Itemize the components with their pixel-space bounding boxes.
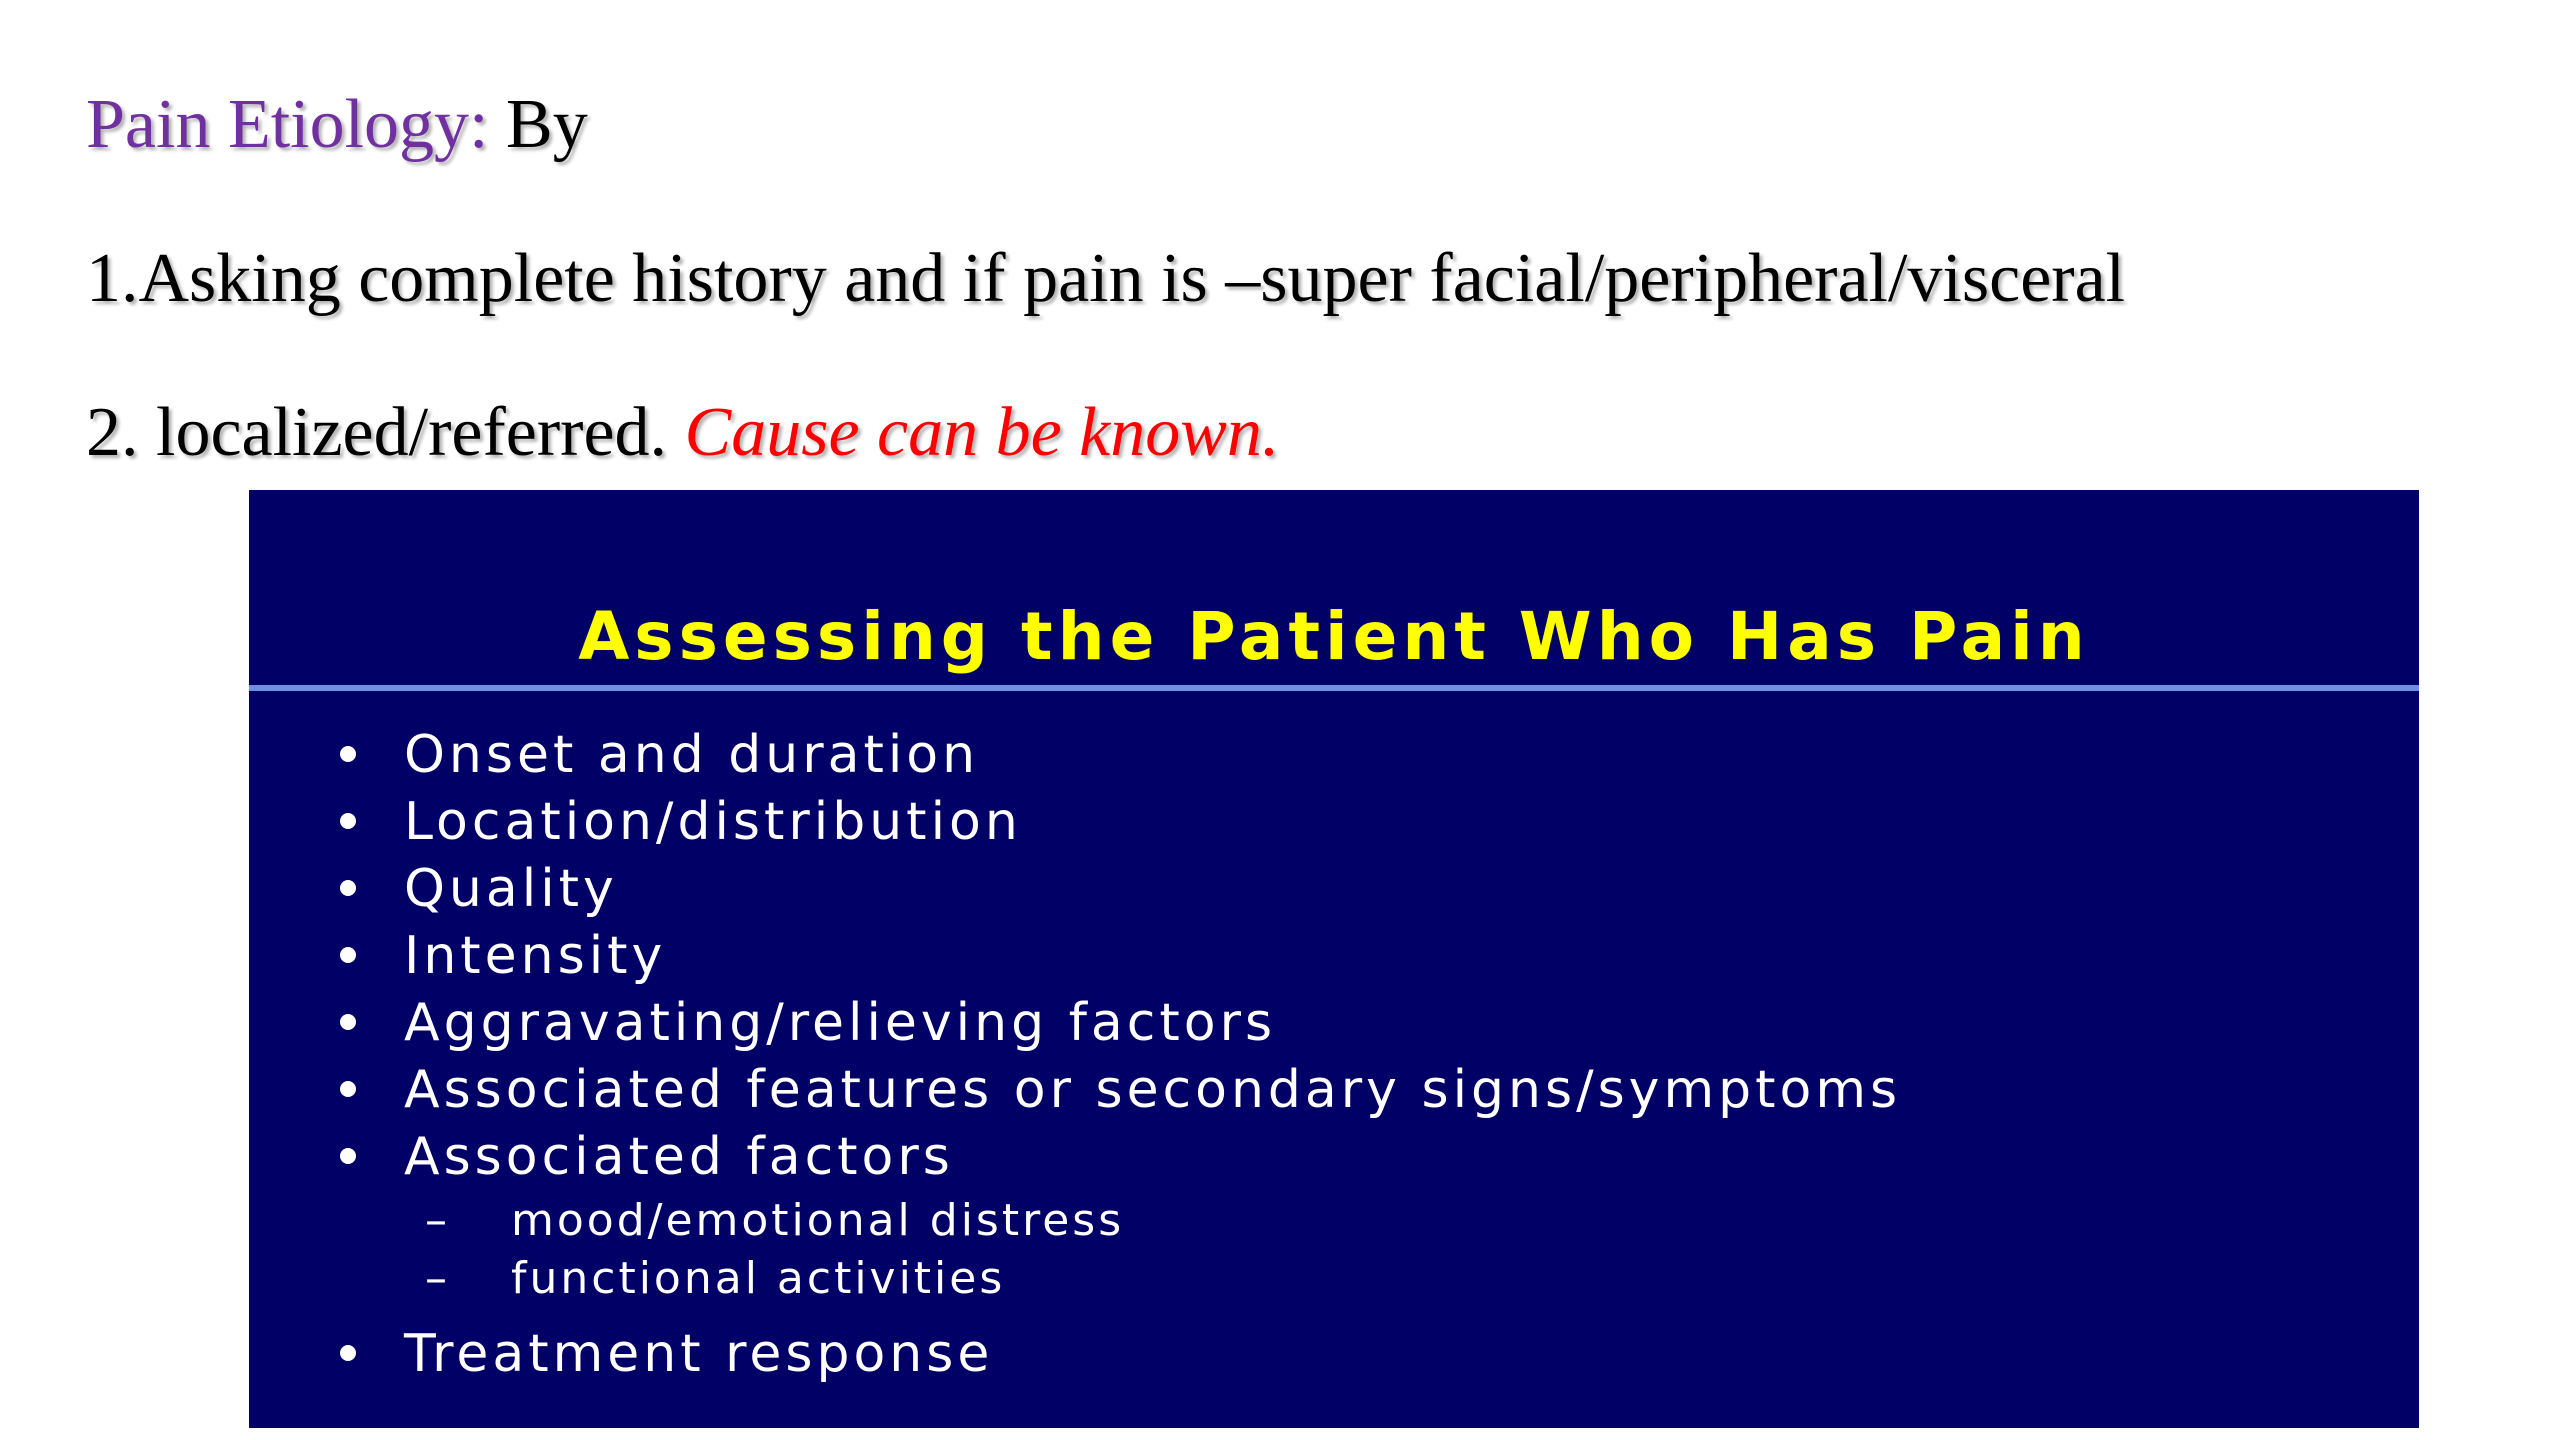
sub-list-item-label: mood/emotional distress bbox=[511, 1195, 1125, 1246]
panel-divider bbox=[249, 685, 2419, 691]
list-item-label: Associated features or secondary signs/symptoms bbox=[404, 1060, 1902, 1120]
list-item bbox=[249, 1061, 2419, 1128]
point-2 bbox=[86, 394, 1280, 471]
sub-list-item bbox=[249, 1195, 2419, 1253]
bullet-icon bbox=[340, 746, 356, 762]
bullet-icon bbox=[340, 1345, 356, 1361]
dash-icon: – bbox=[425, 1195, 450, 1246]
list-item bbox=[249, 1128, 2419, 1195]
spacer bbox=[249, 1311, 2419, 1325]
panel-title: Assessing the Patient Who Has Pain bbox=[578, 598, 2090, 675]
heading-prefix: Pain Etiology: bbox=[86, 86, 489, 163]
list-item bbox=[249, 994, 2419, 1061]
embedded-slide-image bbox=[249, 490, 2419, 1428]
sub-list-item-label: functional activities bbox=[511, 1253, 1006, 1304]
list-item bbox=[249, 860, 2419, 927]
list-item-label: Treatment response bbox=[404, 1324, 994, 1384]
list-item bbox=[249, 1325, 2419, 1392]
list-item bbox=[249, 726, 2419, 793]
sub-list-item bbox=[249, 1253, 2419, 1311]
bullet-icon bbox=[340, 1014, 356, 1030]
list-item-label: Location/distribution bbox=[404, 792, 1022, 852]
list-item bbox=[249, 793, 2419, 860]
list-item-label: Associated factors bbox=[404, 1127, 954, 1187]
heading-suffix: By bbox=[488, 86, 588, 163]
list-item bbox=[249, 927, 2419, 994]
point-2-emphasis: Cause can be known. bbox=[684, 394, 1280, 471]
list-item-label: Onset and duration bbox=[404, 725, 980, 785]
point-1: 1.Asking complete history and if pain is –super facial/peripheral/visceral bbox=[86, 240, 2126, 317]
bullet-icon bbox=[340, 1148, 356, 1164]
bullet-icon bbox=[340, 880, 356, 896]
slide-heading bbox=[86, 86, 588, 163]
bullet-icon bbox=[340, 947, 356, 963]
dash-icon: – bbox=[425, 1253, 450, 1304]
point-2-text: 2. localized/referred. bbox=[86, 394, 685, 471]
bullet-icon bbox=[340, 813, 356, 829]
assessment-list bbox=[249, 726, 2419, 1392]
bullet-icon bbox=[340, 1081, 356, 1097]
list-item-label: Quality bbox=[404, 859, 618, 919]
list-item-label: Aggravating/relieving factors bbox=[404, 993, 1277, 1053]
list-item-label: Intensity bbox=[404, 926, 667, 986]
